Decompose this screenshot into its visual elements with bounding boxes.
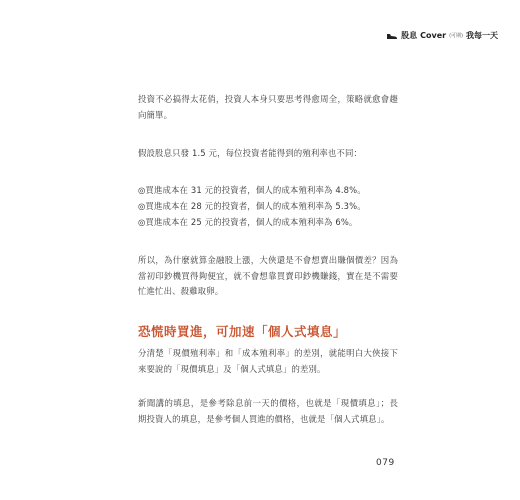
bullet-item: ◎買進成本在 31 元的投資者，個人的成本殖利率為 4.8%。 <box>138 185 366 196</box>
paragraph-difference: 分清楚「現價殖利率」和「成本殖利率」的差別，就能明白大俠接下來要說的「現價填息」及「個人式填息」的差別。 <box>138 348 398 374</box>
running-header <box>386 30 498 41</box>
bullet-item: ◎買進成本在 25 元的投資者，個人的成本殖利率為 6%。 <box>138 216 358 227</box>
paragraph-intro: 投資不必搞得太花俏，投資人本身只要思考得愈周全，策略就愈會趨向簡單。 <box>138 94 398 120</box>
paragraph-assumption: 假設股息只發 1.5 元，每位投資者能得到的殖利率也不同： <box>138 147 362 158</box>
header-title-suffix: 我每一天 <box>466 31 498 40</box>
paragraph-news: 新聞講的填息，是參考除息前一天的價格，也就是「現價填息」；長期投資人的填息，是參考個人買進的價格，也就是「個人式填息」。 <box>138 397 398 424</box>
page-number: 079 <box>376 458 395 468</box>
paragraph-conclusion: 所以，為什麼就算金融股上漲，大俠還是不會想賣出賺個價差？因為當初印鈔機買得夠便宜，就不會想靠買賣印鈔機賺錢，實在是不需要忙進忙出、殺雞取卵。 <box>138 254 398 297</box>
header-title-prefix: 股息 <box>401 31 418 40</box>
header-title-brand: Cover <box>420 31 447 40</box>
bullet-item: ◎買進成本在 28 元的投資者，個人的成本殖利率為 5.3%。 <box>138 201 366 212</box>
header-title-paren: (可期) <box>449 33 463 39</box>
section-heading: 恐慌時買進，可加速「個人式填息」 <box>138 324 347 340</box>
page-body <box>138 92 398 427</box>
shoe-icon <box>386 32 398 40</box>
